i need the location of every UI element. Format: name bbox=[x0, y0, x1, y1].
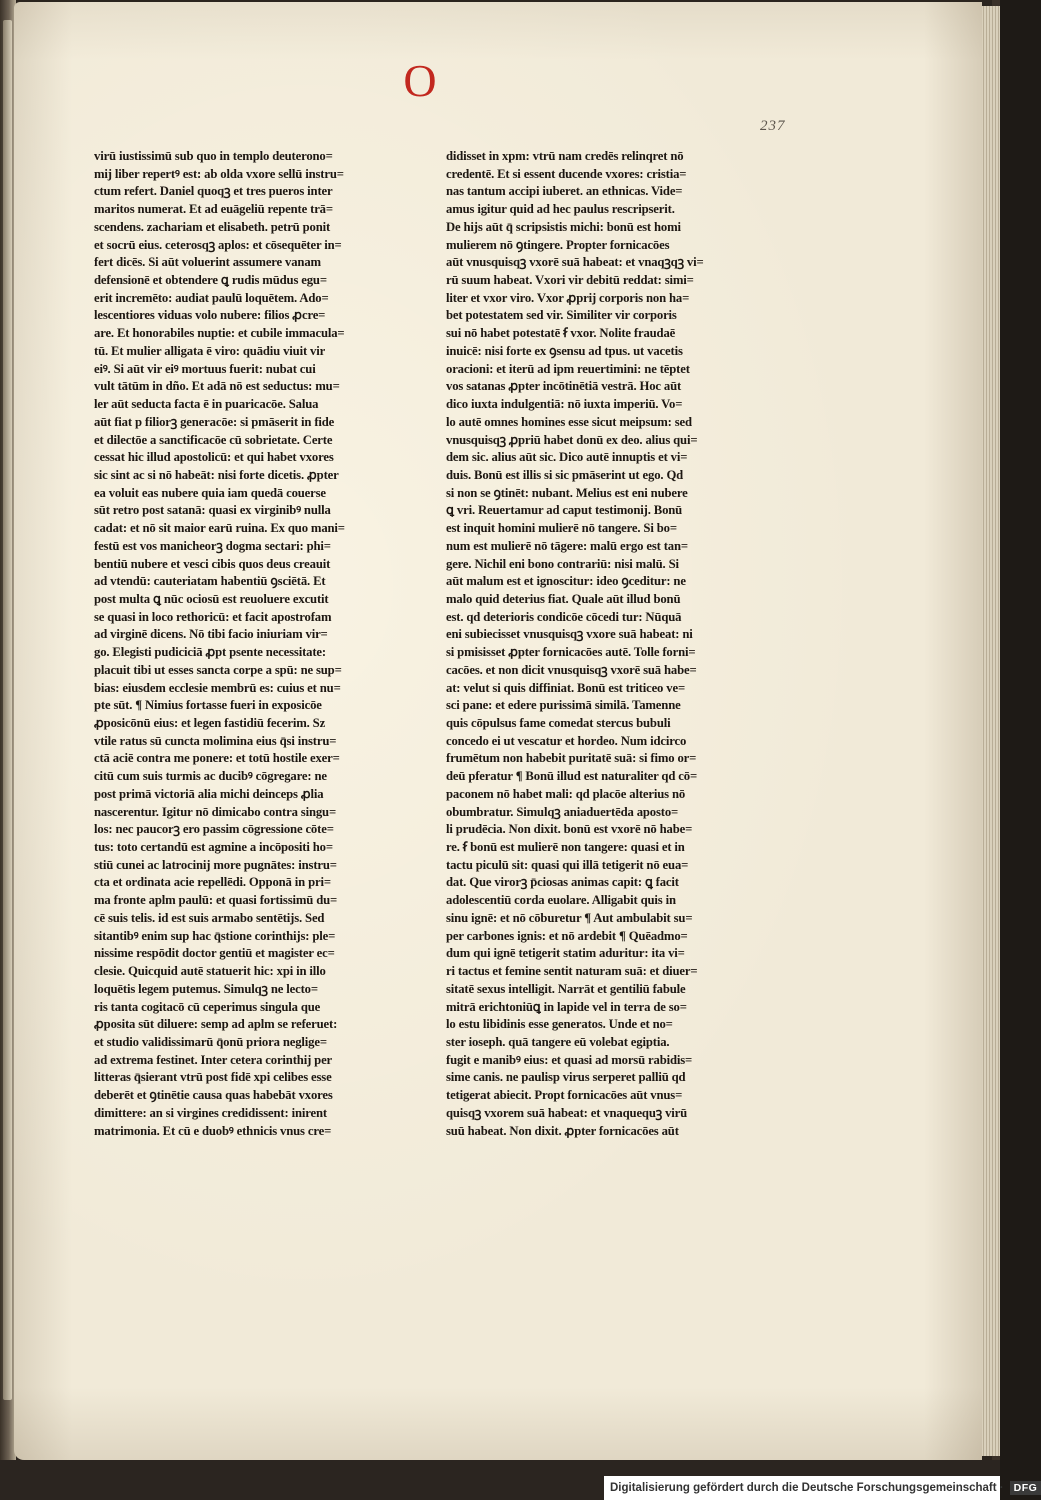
text-line: inuicē: nisi forte ex ꝯsensu ad tpus. ut vacetis bbox=[446, 343, 683, 358]
text-line: mulierem nō ꝯtingere. Propter fornicacōes bbox=[446, 237, 670, 252]
text-line: se quasi in loco rethoricū: et facit apostrofam bbox=[94, 609, 332, 624]
text-line: ꝗ vri. Reuertamur ad caput testimonij. Bonū bbox=[446, 503, 683, 518]
text-line: mij liber repertꝰ est: ab olda vxore sellū instru= bbox=[94, 166, 344, 181]
text-line: cadat: et nō sit maior earū ruina. Ex quo mani= bbox=[94, 521, 345, 536]
text-line: paconem nō habet mali: qd placōe alterius nō bbox=[446, 786, 686, 801]
text-line: si pmisisset ꝓpter fornicacōes autē. Tolle forni= bbox=[446, 645, 696, 660]
text-line: cē suis telis. id est suis armabo sentētijs. Sed bbox=[94, 910, 325, 925]
text-line: concedo ei ut vescatur et hordeo. Num idcirco bbox=[446, 733, 687, 748]
text-line: re. ẜ bonū est mulierē non tangere: quasi et in bbox=[446, 840, 685, 855]
text-line: aūt malum est et ignoscitur: ideo ꝯceditur: ne bbox=[446, 574, 686, 589]
footer-credit-bar bbox=[604, 1476, 1038, 1500]
text-line: malo quid deterius fiat. Quale aūt illud bonū bbox=[446, 591, 681, 606]
text-line: num est mulierē nō tāgere: malū ergo est tan= bbox=[446, 538, 688, 553]
text-line: et dilectōe a sanctificacōe cū sobrietate. Certe bbox=[94, 432, 333, 447]
text-line: quisqꝫ vxorem suā habeat: et vnaquequꝫ virū bbox=[446, 1105, 688, 1120]
text-line: ad vtendū: cauteriatam habentiū ꝯsciētā. Et bbox=[94, 574, 326, 589]
text-line: stiū cunei ac latrocinij more pugnātes: instru= bbox=[94, 857, 337, 872]
text-line: didisset in xpm: vtrū nam credēs relinqret nō bbox=[446, 149, 684, 163]
text-line: mitrā erichtoniūꝗ in lapide vel in terra de so= bbox=[446, 999, 687, 1014]
text-line: sui nō habet potestatē ẜ vxor. Nolite fraudaē bbox=[446, 326, 676, 341]
text-line: sic sint ac si nō habeāt: nisi forte dicetis. ꝓpter bbox=[94, 467, 339, 482]
text-line: are. Et honorabiles nuptie: et cubile immacula= bbox=[94, 326, 345, 341]
text-line: tactu piculū sit: quasi qui illā tetigerit nō eua= bbox=[446, 857, 689, 872]
text-line: erit incremēto: audiat paulū loquētem. Ado= bbox=[94, 290, 329, 305]
text-line: ctum refert. Daniel quoqꝫ et tres pueros inter bbox=[94, 184, 333, 199]
text-line: dico iuxta indulgentiā: nō iuxta imperiū. Vo= bbox=[446, 397, 683, 412]
text-line: nascerentur. Igitur nō dimicabo contra singu= bbox=[94, 804, 337, 819]
text-line: citū cum suis turmis ac ducibꝰ cōgregare: ne bbox=[94, 769, 327, 784]
text-line: ea voluit eas nubere quia iam quedā couerse bbox=[94, 485, 326, 500]
text-column-left bbox=[94, 148, 394, 1140]
text-line: cessat hic illud apostolicū: et qui habet vxores bbox=[94, 450, 334, 465]
text-line: pte sūt. ¶ Nimius fortasse fueri in exposicōe bbox=[94, 698, 322, 713]
text-line: ctā aciē contra me ponere: et totū hostile exer= bbox=[94, 751, 340, 766]
text-line: lo autē omnes homines esse sicut meipsum: sed bbox=[446, 414, 692, 429]
text-line: festū est vos manicheorꝫ dogma sectari: phi= bbox=[94, 538, 331, 553]
text-line: virū iustissimū sub quo in templo deuterono= bbox=[94, 149, 333, 163]
folio-number: 237 bbox=[760, 118, 786, 134]
text-line: De hijs aūt q̄ scripsistis michi: bonū est homi bbox=[446, 219, 681, 234]
text-line: ad virginē dicens. Nō tibi facio iniuriam vir= bbox=[94, 627, 328, 642]
text-line: ri tactus et femine sentit naturam suā: et diuer= bbox=[446, 964, 698, 979]
text-line: nas tantum accipi iuberet. an ethnicas. Vide= bbox=[446, 184, 683, 199]
text-line: dem sic. alius aūt sic. Dico autē innuptis et vi= bbox=[446, 450, 688, 465]
text-line: eiꝰ. Si aūt vir eiꝰ mortuus fuerit: nubat cui bbox=[94, 361, 316, 376]
text-line: ster ioseph. quā tangere eū volebat egiptia. bbox=[446, 1034, 670, 1049]
text-line: gere. Nichil eni bono contrariū: nisi malū. Si bbox=[446, 556, 679, 571]
text-line: cta et ordinata acie repellēdi. Opponā in pri= bbox=[94, 875, 331, 890]
text-line: sime canis. ne paulisp virus serperet palliū qd bbox=[446, 1070, 686, 1085]
text-line: lo estu libidinis esse generatos. Unde et no= bbox=[446, 1017, 673, 1032]
text-line: bentiū nubere et vesci cibis quos deus creauit bbox=[94, 556, 331, 571]
text-line: bet potestatem sed vir. Similiter vir corporis bbox=[446, 308, 677, 323]
text-line: placuit tibi ut esses sancta corpe a spū: ne sup= bbox=[94, 662, 342, 677]
text-line: sūt retro post satanā: quasi ex virginibꝰ nulla bbox=[94, 503, 331, 518]
text-line: vos satanas ꝓpter incōtinētiā vestrā. Hoc aūt bbox=[446, 379, 682, 394]
text-line: sitantibꝰ enim sup hac q̄stione corinthijs: ple= bbox=[94, 928, 336, 943]
text-line: fert dicēs. Si aūt voluerint assumere vanam bbox=[94, 255, 321, 270]
text-line: go. Elegisti pudiciciā ꝓpt psente necessitate: bbox=[94, 645, 326, 660]
dfg-logo: DFG bbox=[1010, 1481, 1041, 1495]
text-line: vult tātūm in dño. Et adā nō est seductus: mu= bbox=[94, 379, 340, 394]
text-line: adolescentiū corda euolare. Alligabit quis in bbox=[446, 893, 676, 908]
text-line: sitatē sexus intelligit. Narrāt et gentiliū fabule bbox=[446, 981, 686, 996]
text-line: los: nec paucorꝫ ero passim cōgressione cōte= bbox=[94, 822, 334, 837]
text-line: clesie. Quicquid autē statuerit hic: xpi in illo bbox=[94, 964, 326, 979]
text-line: post multa ꝗ nūc ociosū est reuoluere excutit bbox=[94, 591, 329, 606]
text-line: post primā victoriā alia michi deinceps ꝓlia bbox=[94, 786, 324, 801]
text-line: vnusquisqꝫ ꝓpriū habet donū ex deo. alius qui= bbox=[446, 432, 698, 447]
text-line: et studio validissimarū q̄onū priora neglige= bbox=[94, 1034, 327, 1049]
text-line: si non se ꝯtinēt: nubant. Melius est eni nubere bbox=[446, 485, 688, 500]
text-line: ma fronte aplm paulū: et quasi fortissimū du= bbox=[94, 893, 338, 908]
text-line: aūt fiat p filiorꝫ generacōe: si pmāserit in fide bbox=[94, 414, 335, 429]
rubric-initial: O bbox=[403, 55, 437, 106]
text-line: loquētis legem putemus. Simulqꝫ ne lecto= bbox=[94, 981, 318, 996]
text-line: per carbones ignis: et nō ardebit ¶ Quēadmo= bbox=[446, 928, 688, 943]
footer-credit-text: Digitalisierung gefördert durch die Deutsche Forschungsgemeinschaft · bbox=[610, 1482, 1004, 1494]
text-line: obumbratur. Simulqꝫ aniaduertēda aposto= bbox=[446, 804, 679, 819]
text-line: maritos numerat. Et ad euāgeliū repente trā= bbox=[94, 202, 333, 217]
text-line: credentē. Et si essent ducende vxores: cristia= bbox=[446, 166, 687, 181]
text-line: vtile ratus sū cuncta molimina eius q̄si instru= bbox=[94, 733, 337, 748]
text-line: at: velut si quis diffiniat. Bonū est triticeo ve= bbox=[446, 680, 686, 695]
text-line: nissime respōdit doctor gentiū et magister ec= bbox=[94, 946, 335, 961]
text-line: lescentiores viduas volo nubere: filios ꝓcre= bbox=[94, 308, 326, 323]
text-line: fugit e manibꝰ eius: et quasi ad morsū rabidis= bbox=[446, 1052, 693, 1067]
text-line: ad extrema festinet. Inter cetera corinthij per bbox=[94, 1052, 333, 1067]
text-line: defensionē et obtendere ꝗ rudis mūdus egu= bbox=[94, 273, 327, 288]
text-line: bias: eiusdem ecclesie membrū es: cuius et nu= bbox=[94, 680, 341, 695]
text-line: li prudēcia. Non dixit. bonū est vxorē nō habe= bbox=[446, 822, 693, 837]
text-line: frumētum non habebit puritatē suā: si fimo or= bbox=[446, 751, 697, 766]
text-line: dum qui ignē tetigerit statim aduritur: ita vi= bbox=[446, 946, 685, 961]
text-line: amus igitur quid ad hec paulus rescripserit. bbox=[446, 202, 675, 217]
text-line: litteras q̄sierant vtrū post fidē xpi celibes esse bbox=[94, 1070, 332, 1085]
text-line: sci pane: et edere purissimā similā. Tamenne bbox=[446, 698, 681, 713]
text-line: ꝓposita sūt diluere: semp ad aplm se referuet: bbox=[94, 1017, 338, 1032]
text-line: suū habeat. Non dixit. ꝓpter fornicacōes aūt bbox=[446, 1123, 679, 1138]
text-line: dat. Que virorꝫ p̄ciosas animas capit: ꝗ facit bbox=[446, 875, 679, 890]
text-line: scendens. zachariam et elisabeth. petrū ponit bbox=[94, 219, 331, 234]
text-line: ris tanta cogitacō cū ceperimus singula que bbox=[94, 999, 321, 1014]
text-line: duis. Bonū est illis si sic pmāserint ut ego. Qd bbox=[446, 467, 684, 482]
text-line: aūt vnusquisqꝫ vxorē suā habeat: et vnaqꝫqꝫ vi= bbox=[446, 255, 704, 270]
text-line: deū pferatur ¶ Bonū illud est naturaliter qd cō= bbox=[446, 769, 698, 784]
text-line: cacōes. et non dicit vnusquisqꝫ vxorē suā habe= bbox=[446, 662, 697, 677]
text-line: tus: toto certandū est agmine a incōpositi ho= bbox=[94, 840, 333, 855]
text-line: dimittere: an si virgines credidissent: inirent bbox=[94, 1105, 327, 1120]
text-line: sinu ignē: et nō cōburetur ¶ Aut ambulabit su= bbox=[446, 910, 693, 925]
text-line: tetigerat abiecit. Propt fornicacōes aūt vnus= bbox=[446, 1088, 683, 1103]
text-line: deberēt et ꝯtinētie causa quas habebāt vxores bbox=[94, 1088, 333, 1103]
text-column-right bbox=[446, 148, 771, 1140]
text-line: eni subiecisset vnusquisqꝫ vxore suā habeat: ni bbox=[446, 627, 693, 642]
previous-leaf-edge bbox=[3, 20, 12, 1400]
text-line: est. qd deterioris condicōe cōcedi tur: Nūquā bbox=[446, 609, 682, 624]
text-line: quis cōpulsus fame comedat stercus bubuli bbox=[446, 716, 671, 730]
text-line: ler aūt seducta facta ē in puaricacōe. Salua bbox=[94, 397, 319, 412]
text-line: ꝓposicōnū eius: et legen fastidiū fecerim. Sz bbox=[94, 716, 326, 730]
text-line: tū. Et mulier alligata ē viro: quādiu viuit vir bbox=[94, 343, 326, 358]
text-line: liter et vxor viro. Vxor ꝓprij corporis non ha= bbox=[446, 290, 690, 305]
text-line: oracioni: et iterū ad ipm reuertimini: ne tēptet bbox=[446, 361, 690, 376]
text-line: rū suum habeat. Vxori vir debitū reddat: simi= bbox=[446, 273, 694, 288]
text-line: et socrū eius. ceterosqꝫ aplos: et cōsequēter in= bbox=[94, 237, 342, 252]
text-line: est inquit homini mulierē nō tangere. Si bo= bbox=[446, 521, 677, 536]
text-line: matrimonia. Et cū e duobꝰ ethnicis vnus cre= bbox=[94, 1123, 332, 1138]
